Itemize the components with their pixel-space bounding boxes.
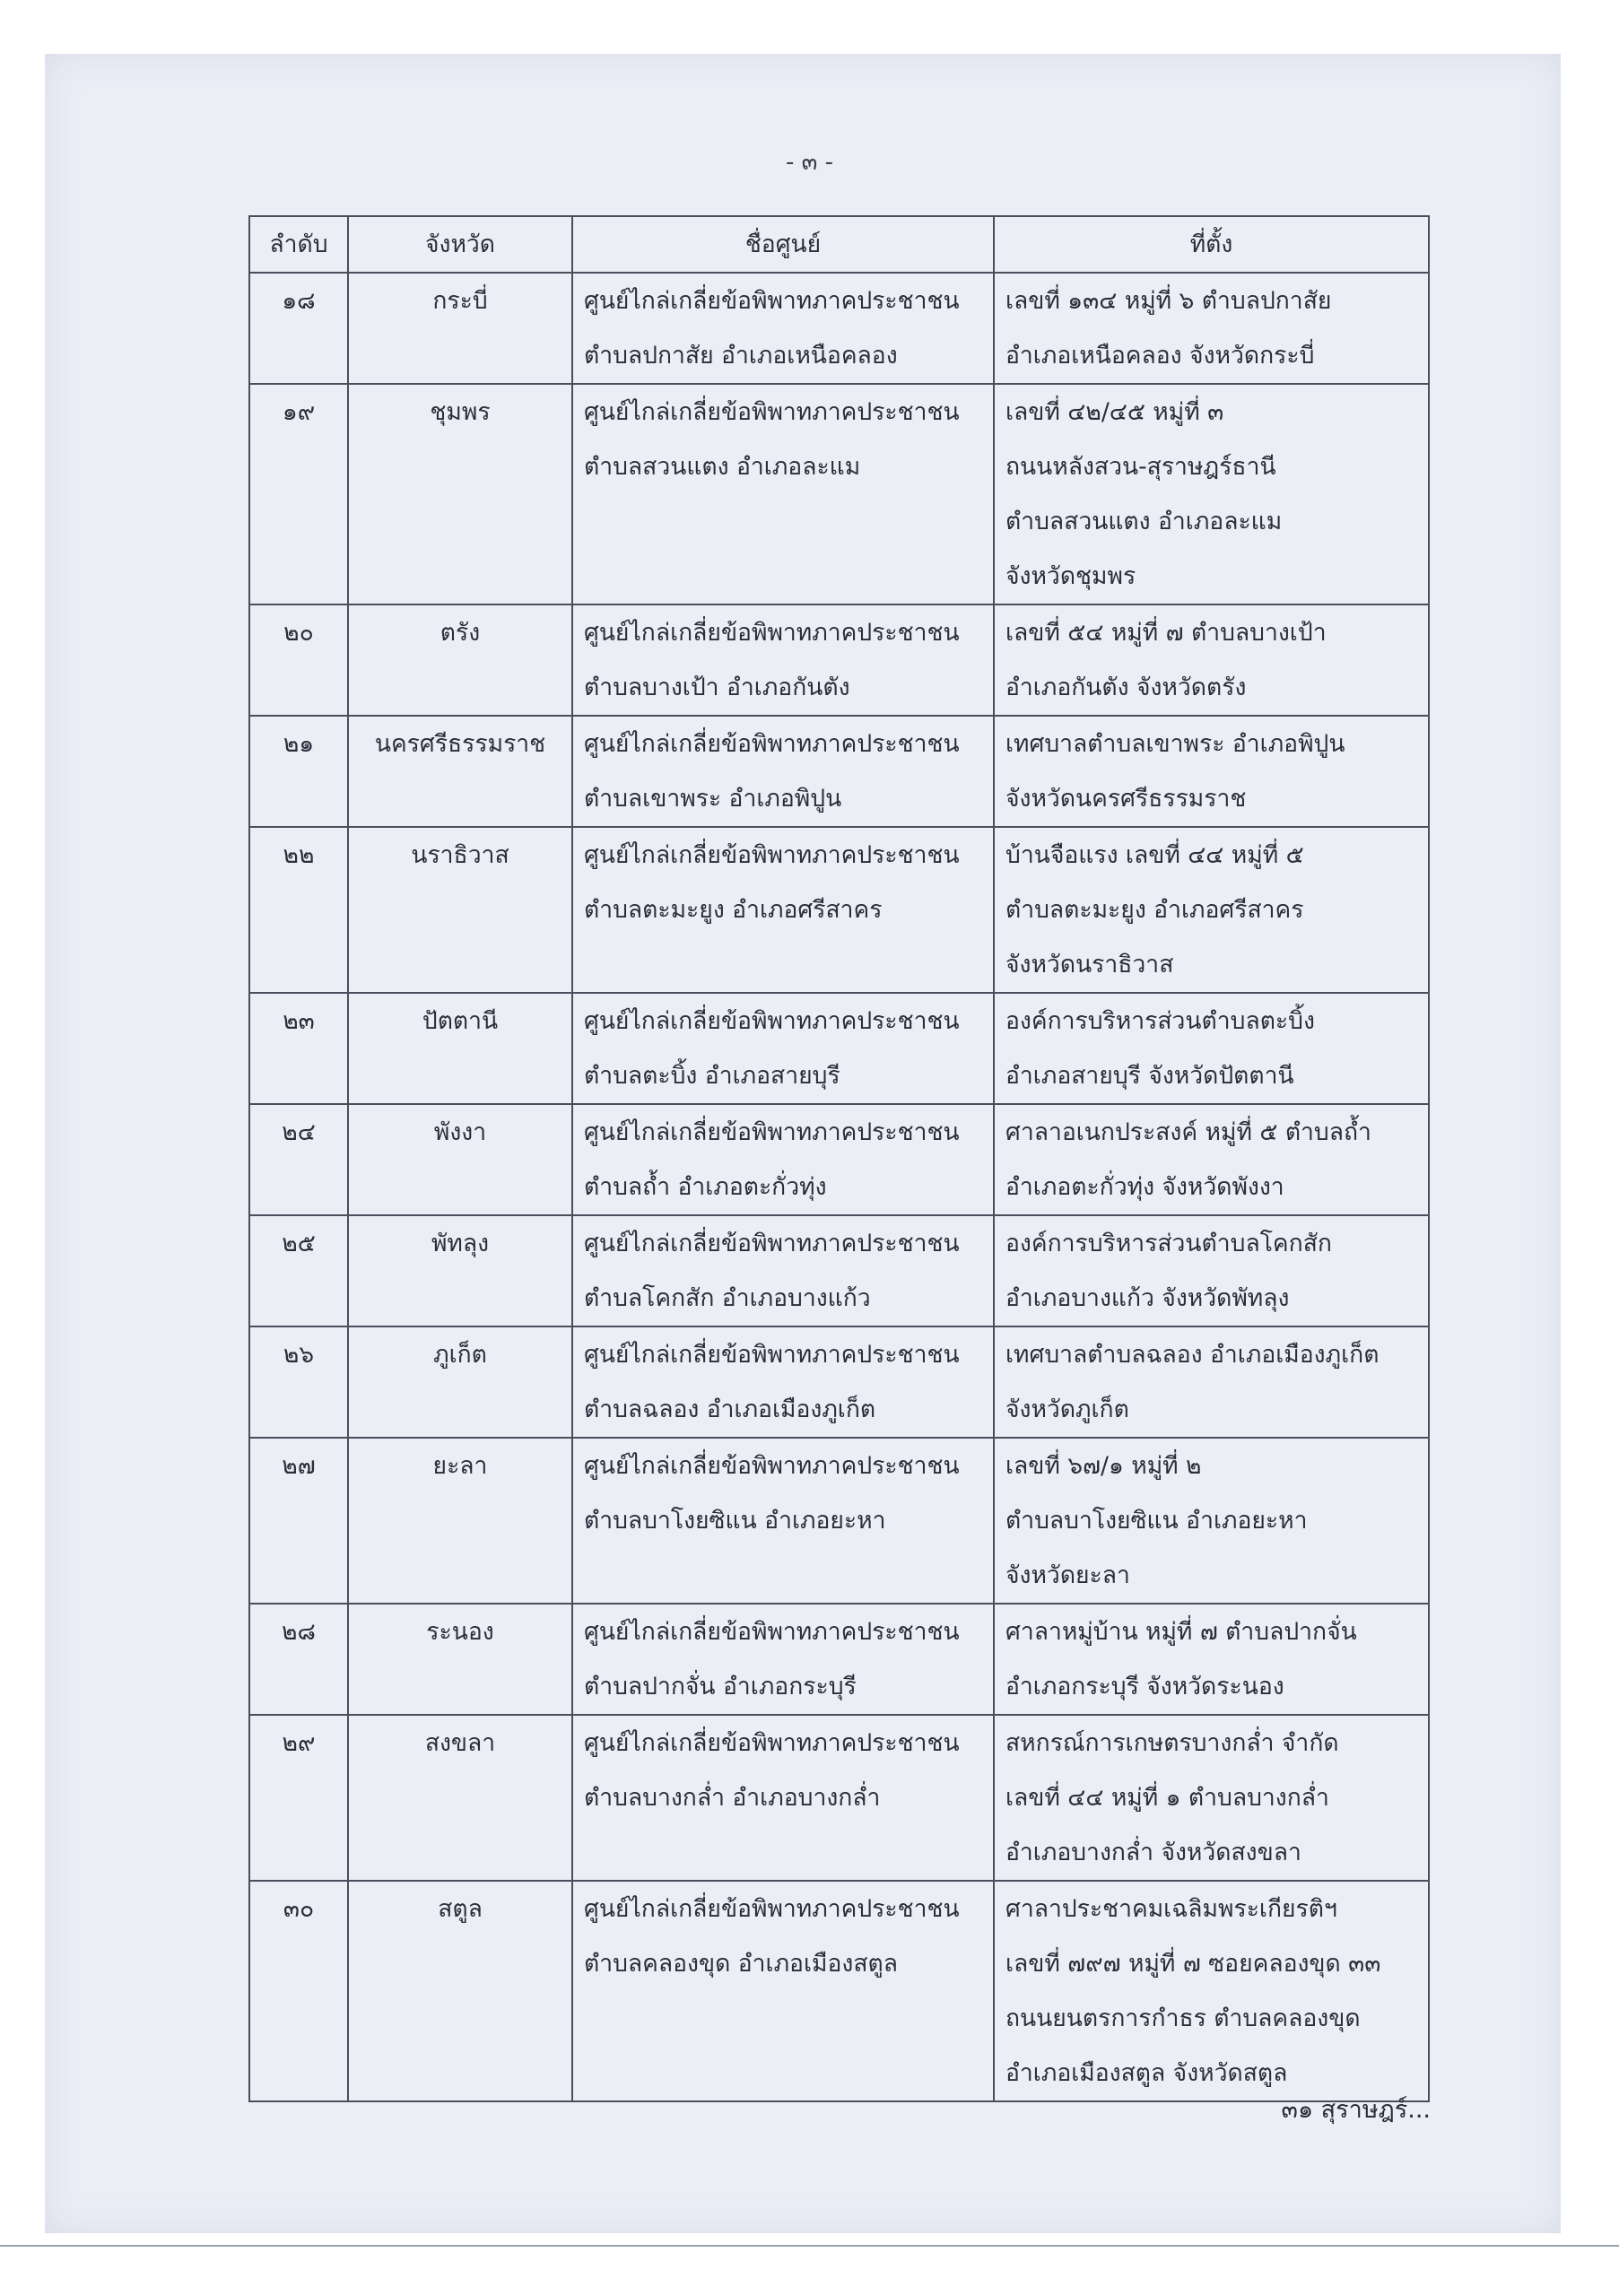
province-cell: พัทลุง bbox=[348, 1215, 572, 1326]
table-row bbox=[249, 1881, 1429, 2101]
row-number: ๒๒ bbox=[249, 827, 348, 993]
location-line: อำเภอสายบุรี จังหวัดปัตตานี bbox=[1005, 1062, 1294, 1090]
location-line: ถนนยนตรการกำธร ตำบลคลองขุด bbox=[1005, 2005, 1361, 2032]
row-number: ๒๔ bbox=[249, 1104, 348, 1215]
province-cell: ระนอง bbox=[348, 1604, 572, 1715]
location-cell bbox=[994, 1104, 1429, 1215]
location-cell bbox=[994, 993, 1429, 1104]
center-name-cell bbox=[572, 716, 994, 827]
location-line: เลขที่ ๕๔ หมู่ที่ ๗ ตำบลบางเป้า bbox=[1005, 619, 1327, 647]
center-name-line: ศูนย์ไกล่เกลี่ยข้อพิพาทภาคประชาชน bbox=[584, 1118, 960, 1146]
location-cell bbox=[994, 716, 1429, 827]
location-cell bbox=[994, 1438, 1429, 1604]
center-name-cell bbox=[572, 1881, 994, 2101]
center-name-line: ตำบลฉลอง อำเภอเมืองภูเก็ต bbox=[584, 1396, 876, 1423]
center-name-line: ศูนย์ไกล่เกลี่ยข้อพิพาทภาคประชาชน bbox=[584, 1618, 960, 1646]
location-cell bbox=[994, 1715, 1429, 1881]
province-cell: ภูเก็ต bbox=[348, 1326, 572, 1438]
table-row bbox=[249, 1326, 1429, 1438]
province-cell: ตรัง bbox=[348, 604, 572, 716]
location-line: เทศบาลตำบลฉลอง อำเภอเมืองภูเก็ต bbox=[1005, 1341, 1380, 1369]
row-number: ๑๘ bbox=[249, 273, 348, 384]
center-name-line: ศูนย์ไกล่เกลี่ยข้อพิพาทภาคประชาชน bbox=[584, 1452, 960, 1480]
center-name-line: ตำบลตะบิ้ง อำเภอสายบุรี bbox=[584, 1062, 840, 1090]
center-name-line: ศูนย์ไกล่เกลี่ยข้อพิพาทภาคประชาชน bbox=[584, 398, 960, 426]
page-number: - ๓ - bbox=[785, 149, 834, 176]
province-cell: สตูล bbox=[348, 1881, 572, 2101]
location-line: อำเภอกันตัง จังหวัดตรัง bbox=[1005, 674, 1247, 701]
page-bottom-rule bbox=[0, 2245, 1619, 2247]
center-name-cell bbox=[572, 1438, 994, 1604]
location-line: อำเภอกระบุรี จังหวัดระนอง bbox=[1005, 1673, 1284, 1700]
center-name-line: ตำบลคลองขุด อำเภอเมืองสตูล bbox=[584, 1950, 898, 1978]
center-name-line: ตำบลปากจั่น อำเภอกระบุรี bbox=[584, 1673, 857, 1700]
center-name-line: ศูนย์ไกล่เกลี่ยข้อพิพาทภาคประชาชน bbox=[584, 1895, 960, 1923]
location-cell bbox=[994, 1881, 1429, 2101]
row-number: ๑๙ bbox=[249, 384, 348, 604]
table-row bbox=[249, 1215, 1429, 1326]
location-line: อำเภอเหนือคลอง จังหวัดกระบี่ bbox=[1005, 342, 1315, 370]
row-number: ๒๑ bbox=[249, 716, 348, 827]
location-line: อำเภอตะกั่วทุ่ง จังหวัดพังงา bbox=[1005, 1173, 1284, 1201]
location-line: เลขที่ ๗๙๗ หมู่ที่ ๗ ซอยคลองขุด ๓๓ bbox=[1005, 1950, 1381, 1978]
province-cell: สงขลา bbox=[348, 1715, 572, 1881]
center-name-line: ศูนย์ไกล่เกลี่ยข้อพิพาทภาคประชาชน bbox=[584, 730, 960, 758]
center-name-line: ตำบลตะมะยูง อำเภอศรีสาคร bbox=[584, 896, 883, 924]
center-name-cell bbox=[572, 993, 994, 1104]
center-name-line: ตำบลเขาพระ อำเภอพิปูน bbox=[584, 785, 842, 813]
row-number: ๒๙ bbox=[249, 1715, 348, 1881]
center-name-line: ตำบลปกาสัย อำเภอเหนือคลอง bbox=[584, 342, 898, 370]
location-line: เลขที่ ๑๓๔ หมู่ที่ ๖ ตำบลปกาสัย bbox=[1005, 287, 1332, 315]
province-cell: ชุมพร bbox=[348, 384, 572, 604]
location-line: จังหวัดยะลา bbox=[1005, 1561, 1130, 1589]
row-number: ๓๐ bbox=[249, 1881, 348, 2101]
location-cell bbox=[994, 384, 1429, 604]
location-cell bbox=[994, 1326, 1429, 1438]
location-line: จังหวัดภูเก็ต bbox=[1005, 1396, 1129, 1423]
center-name-cell bbox=[572, 1715, 994, 1881]
center-name-line: ตำบลบาโงยซิแน อำเภอยะหา bbox=[584, 1507, 886, 1535]
center-name-line: ศูนย์ไกล่เกลี่ยข้อพิพาทภาคประชาชน bbox=[584, 287, 960, 315]
table-header-row bbox=[249, 216, 1429, 273]
location-line: ตำบลสวนแตง อำเภอละแม bbox=[1005, 508, 1283, 535]
location-line: บ้านจือแรง เลขที่ ๔๔ หมู่ที่ ๕ bbox=[1005, 841, 1304, 869]
province-cell: นราธิวาส bbox=[348, 827, 572, 993]
table-row bbox=[249, 604, 1429, 716]
province-cell: พังงา bbox=[348, 1104, 572, 1215]
header-center-name: ชื่อศูนย์ bbox=[572, 216, 994, 273]
center-name-line: ศูนย์ไกล่เกลี่ยข้อพิพาทภาคประชาชน bbox=[584, 1007, 960, 1035]
center-name-cell bbox=[572, 1215, 994, 1326]
mediation-centers-table bbox=[248, 215, 1430, 2102]
location-line: ศาลาประชาคมเฉลิมพระเกียรติฯ bbox=[1005, 1895, 1337, 1923]
province-cell: กระบี่ bbox=[348, 273, 572, 384]
row-number: ๒๘ bbox=[249, 1604, 348, 1715]
province-cell: ปัตตานี bbox=[348, 993, 572, 1104]
location-line: ตำบลบาโงยซิแน อำเภอยะหา bbox=[1005, 1507, 1308, 1535]
location-cell bbox=[994, 273, 1429, 384]
location-line: เลขที่ ๖๗/๑ หมู่ที่ ๒ bbox=[1005, 1452, 1202, 1480]
location-line: ตำบลตะมะยูง อำเภอศรีสาคร bbox=[1005, 896, 1304, 924]
row-number: ๒๖ bbox=[249, 1326, 348, 1438]
center-name-cell bbox=[572, 384, 994, 604]
location-line: ถนนหลังสวน-สุราษฎร์ธานี bbox=[1005, 453, 1276, 481]
table-row bbox=[249, 1715, 1429, 1881]
center-name-cell bbox=[572, 1326, 994, 1438]
location-line: สหกรณ์การเกษตรบางกล่ำ จำกัด bbox=[1005, 1729, 1339, 1757]
location-line: จังหวัดชุมพร bbox=[1005, 562, 1136, 590]
table-row bbox=[249, 827, 1429, 993]
center-name-cell bbox=[572, 1604, 994, 1715]
center-name-line: ตำบลโคกสัก อำเภอบางแก้ว bbox=[584, 1284, 871, 1312]
row-number: ๒๗ bbox=[249, 1438, 348, 1604]
location-line: เลขที่ ๔๒/๔๕ หมู่ที่ ๓ bbox=[1005, 398, 1224, 426]
center-name-cell bbox=[572, 273, 994, 384]
center-name-line: ศูนย์ไกล่เกลี่ยข้อพิพาทภาคประชาชน bbox=[584, 841, 960, 869]
location-line: เลขที่ ๔๔ หมู่ที่ ๑ ตำบลบางกล่ำ bbox=[1005, 1784, 1329, 1812]
center-name-cell bbox=[572, 827, 994, 993]
location-cell bbox=[994, 1604, 1429, 1715]
table-row bbox=[249, 384, 1429, 604]
location-line: อำเภอบางแก้ว จังหวัดพัทลุง bbox=[1005, 1284, 1290, 1312]
location-line: อำเภอเมืองสตูล จังหวัดสตูล bbox=[1005, 2059, 1288, 2087]
center-name-cell bbox=[572, 604, 994, 716]
center-name-line: ตำบลบางกล่ำ อำเภอบางกล่ำ bbox=[584, 1784, 881, 1812]
center-name-line: ตำบลถ้ำ อำเภอตะกั่วทุ่ง bbox=[584, 1173, 827, 1201]
center-name-line: ศูนย์ไกล่เกลี่ยข้อพิพาทภาคประชาชน bbox=[584, 619, 960, 647]
location-line: องค์การบริหารส่วนตำบลโคกสัก bbox=[1005, 1230, 1332, 1257]
row-number: ๒๓ bbox=[249, 993, 348, 1104]
table-row bbox=[249, 1104, 1429, 1215]
location-cell bbox=[994, 1215, 1429, 1326]
province-cell: นครศรีธรรมราช bbox=[348, 716, 572, 827]
center-name-line: ตำบลสวนแตง อำเภอละแม bbox=[584, 453, 861, 481]
location-line: ศาลาอเนกประสงค์ หมู่ที่ ๕ ตำบลถ้ำ bbox=[1005, 1118, 1371, 1146]
location-line: ศาลาหมู่บ้าน หมู่ที่ ๗ ตำบลปากจั่น bbox=[1005, 1618, 1357, 1646]
location-cell bbox=[994, 827, 1429, 993]
center-name-line: ศูนย์ไกล่เกลี่ยข้อพิพาทภาคประชาชน bbox=[584, 1341, 960, 1369]
center-name-cell bbox=[572, 1104, 994, 1215]
table-row bbox=[249, 716, 1429, 827]
row-number: ๒๕ bbox=[249, 1215, 348, 1326]
header-location: ที่ตั้ง bbox=[994, 216, 1429, 273]
province-cell: ยะลา bbox=[348, 1438, 572, 1604]
location-line: อำเภอบางกล่ำ จังหวัดสงขลา bbox=[1005, 1839, 1301, 1866]
center-name-line: ตำบลบางเป้า อำเภอกันตัง bbox=[584, 674, 850, 701]
header-no: ลำดับ bbox=[249, 216, 348, 273]
table-row bbox=[249, 993, 1429, 1104]
location-line: เทศบาลตำบลเขาพระ อำเภอพิปูน bbox=[1005, 730, 1345, 758]
center-name-line: ศูนย์ไกล่เกลี่ยข้อพิพาทภาคประชาชน bbox=[584, 1729, 960, 1757]
table-row bbox=[249, 273, 1429, 384]
header-province: จังหวัด bbox=[348, 216, 572, 273]
location-line: จังหวัดนครศรีธรรมราช bbox=[1005, 785, 1247, 813]
location-cell bbox=[994, 604, 1429, 716]
location-line: องค์การบริหารส่วนตำบลตะบิ้ง bbox=[1005, 1007, 1315, 1035]
continuation-footer: ๓๑ สุราษฎร์... bbox=[1281, 2096, 1431, 2124]
table-row bbox=[249, 1604, 1429, 1715]
location-line: จังหวัดนราธิวาส bbox=[1005, 951, 1174, 978]
table-row bbox=[249, 1438, 1429, 1604]
row-number: ๒๐ bbox=[249, 604, 348, 716]
center-name-line: ศูนย์ไกล่เกลี่ยข้อพิพาทภาคประชาชน bbox=[584, 1230, 960, 1257]
